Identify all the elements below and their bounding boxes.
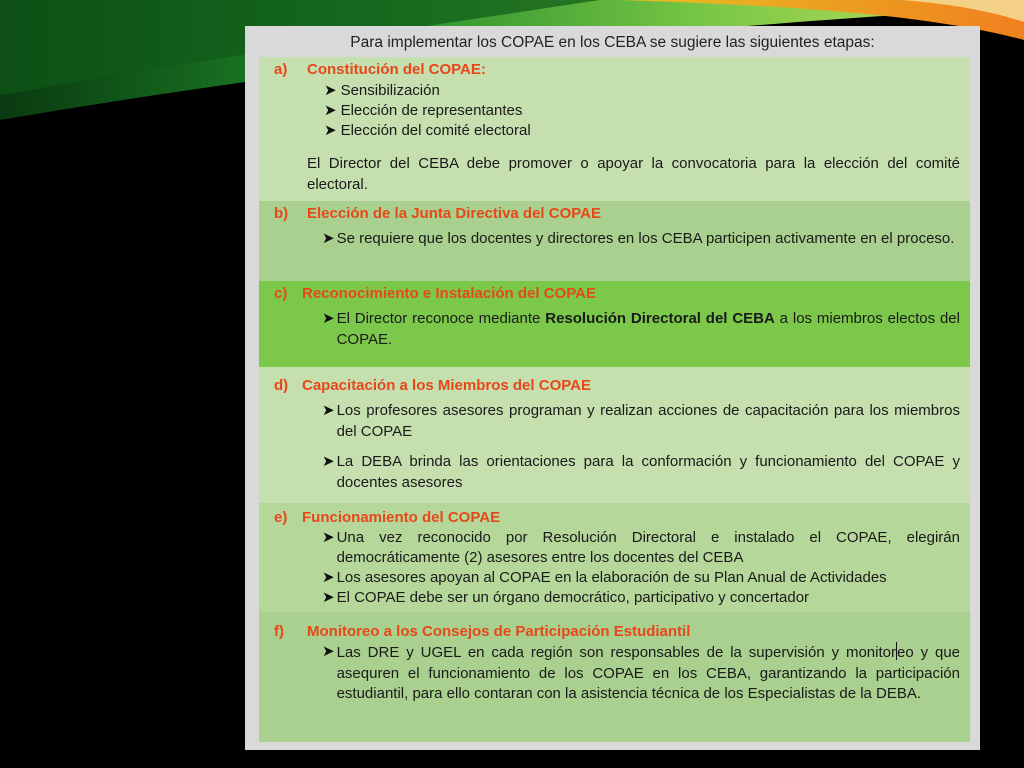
section-a-bullets <box>324 81 960 141</box>
section-a-paragraph: El Director del CEBA debe promover o apoyar la convocatoria para la elección del comité electoral. <box>307 155 960 193</box>
section-c-title <box>274 285 960 302</box>
arrow-bullet-icon: ➤ <box>322 529 335 546</box>
section-f-items <box>322 642 960 705</box>
content-panel <box>245 26 980 750</box>
list-item-text: a los miembros electos del COPAE. <box>336 310 960 348</box>
section-c-letter: c) <box>274 285 288 302</box>
section-d-heading: Capacitación a los Miembros del COPAE <box>302 377 591 394</box>
section-c <box>259 281 970 367</box>
section-d <box>259 367 970 503</box>
arrow-bullet-icon: ➤ <box>322 589 335 606</box>
section-e-heading: Funcionamiento del COPAE <box>302 509 501 526</box>
list-item-text: Una vez reconocido por Resolución Directoral e instalado el COPAE, elegirán democráticamente (2) asesores entre los docentes del CEBA <box>336 529 960 566</box>
list-item-text: Sensibilización <box>340 82 440 99</box>
list-item <box>324 81 960 101</box>
section-d-items <box>322 400 960 493</box>
page-header: Para implementar los COPAE en los CEBA se sugiere las siguientes etapas: <box>350 34 875 51</box>
list-item-text: El COPAE debe ser un órgano democrático, participativo y concertador <box>336 589 810 606</box>
list-item <box>322 400 960 442</box>
section-a-letter: a) <box>274 61 288 78</box>
list-item <box>322 308 960 350</box>
section-e-title <box>274 509 960 526</box>
list-item-text: Las DRE y UGEL en cada región son responsables de la supervisión y monitor <box>336 644 896 661</box>
list-item <box>322 228 960 249</box>
section-d-title <box>274 377 960 394</box>
list-item-text: eo y que asequren el funcionamiento de los COPAE en los CEBA, garantizando la participación estudiantil, para ello contaran con la asistencia técnica de los Especialistas de la DEBA. <box>336 644 961 702</box>
section-a <box>259 57 970 201</box>
arrow-bullet-icon: ➤ <box>322 643 335 660</box>
arrow-bullet-icon: ➤ <box>322 230 335 247</box>
section-b <box>259 201 970 281</box>
section-b-heading: Elección de la Junta Directiva del COPAE <box>307 205 601 222</box>
list-item-text: Elección de representantes <box>340 102 523 119</box>
arrow-bullet-icon: ➤ <box>324 102 337 119</box>
arrow-bullet-icon: ➤ <box>322 310 335 327</box>
section-d-letter: d) <box>274 377 289 394</box>
arrow-bullet-icon: ➤ <box>322 402 335 419</box>
list-item <box>322 451 960 493</box>
section-f-letter: f) <box>274 623 284 640</box>
section-a-title <box>274 61 960 78</box>
list-item-text: Los profesores asesores programan y realizan acciones de capacitación para los miembros del COPAE <box>336 402 960 440</box>
section-e-letter: e) <box>274 509 288 526</box>
list-item-text: El Director reconoce mediante <box>336 310 546 327</box>
section-b-title <box>274 205 960 222</box>
list-item <box>322 568 960 588</box>
list-item <box>322 588 960 608</box>
bold-text: Resolución Directoral del CEBA <box>545 310 775 327</box>
arrow-bullet-icon: ➤ <box>322 453 335 470</box>
list-item-text: Elección del comité electoral <box>340 122 531 139</box>
arrow-bullet-icon: ➤ <box>324 122 337 139</box>
list-item-text: La DEBA brinda las orientaciones para la conformación y funcionamiento del COPAE y docentes asesores <box>336 453 960 491</box>
section-f-title <box>274 623 960 640</box>
section-e-items <box>322 528 960 608</box>
arrow-bullet-icon: ➤ <box>322 569 335 586</box>
list-item-text: Los asesores apoyan al COPAE en la elaboración de su Plan Anual de Actividades <box>336 569 887 586</box>
section-e <box>259 503 970 612</box>
section-a-heading: Constitución del COPAE: <box>307 61 486 78</box>
section-c-heading: Reconocimiento e Instalación del COPAE <box>302 285 596 302</box>
section-f <box>259 612 970 742</box>
list-item <box>322 642 960 705</box>
section-c-items <box>322 308 960 350</box>
arrow-bullet-icon: ➤ <box>324 82 337 99</box>
list-item-text: Se requiere que los docentes y directores en los CEBA participen activamente en el proceso. <box>336 230 955 247</box>
list-item <box>324 101 960 121</box>
section-b-letter: b) <box>274 205 289 222</box>
section-f-heading: Monitoreo a los Consejos de Participación Estudiantil <box>307 623 691 640</box>
section-b-items <box>322 228 960 249</box>
list-item <box>324 121 960 141</box>
list-item <box>322 528 960 568</box>
